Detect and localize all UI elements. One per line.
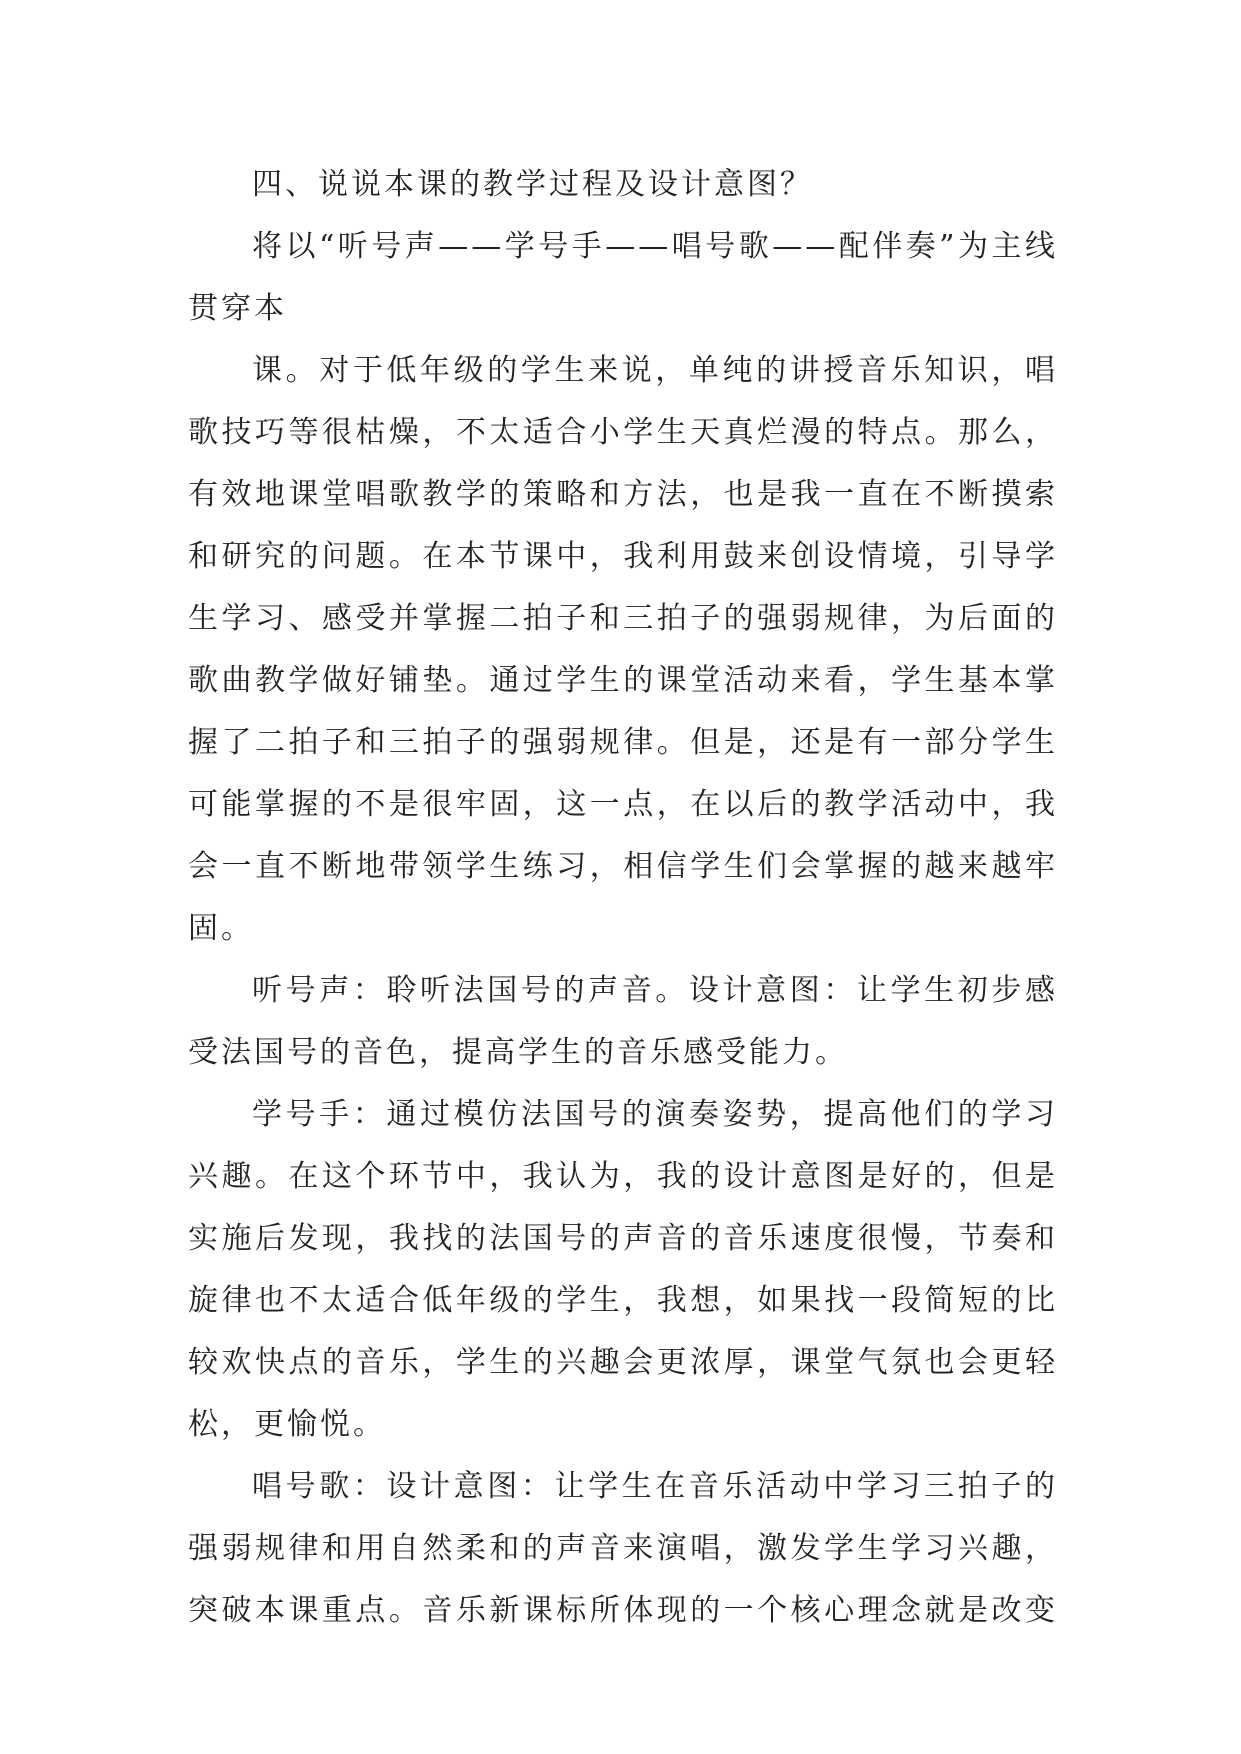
paragraph-heading-question-4: 四、说说本课的教学过程及设计意图？ [252,167,813,202]
document-body [188,154,1058,1642]
paragraph-sing-horn-song: 唱号歌：设计意图：让学生在音乐活动中学习三拍子的强弱规律和用自然柔和的声音来演唱，激发学生学习兴趣，突破本课重点。音乐新课标所体现的一个核心理念就是改变 [188,1469,1058,1628]
paragraph-main-thread: 将以“听号声——学号手——唱号歌——配伴奏”为主线贯穿本 [188,229,1058,326]
paragraph-learn-horn-player: 学号手：通过模仿法国号的演奏姿势，提高他们的学习兴趣。在这个环节中，我认为，我的设计意图是好的，但是实施后发现，我找的法国号的声音的音乐速度很慢，节奏和旋律也不太适合低年级的学生，我想，如果找一段简短的比较欢快点的音乐，学生的兴趣会更浓厚，课堂气氛也会更轻松，更愉悦。 [188,1097,1058,1442]
paragraph-listen-horn: 听号声：聆听法国号的声音。设计意图：让学生初步感受法国号的音色，提高学生的音乐感受能力。 [188,973,1058,1070]
paragraph-lesson-reflection: 课。对于低年级的学生来说，单纯的讲授音乐知识，唱歌技巧等很枯燥，不太适合小学生天真烂漫的特点。那么，有效地课堂唱歌教学的策略和方法，也是我一直在不断摸索和研究的问题。在本节课中，我利用鼓来创设情境，引导学生学习、感受并掌握二拍子和三拍子的强弱规律，为后面的歌曲教学做好铺垫。通过学生的课堂活动来看，学生基本掌握了二拍子和三拍子的强弱规律。但是，还是有一部分学生可能掌握的不是很牢固，这一点，在以后的教学活动中，我会一直不断地带领学生练习，相信学生们会掌握的越来越牢固。 [188,353,1058,946]
